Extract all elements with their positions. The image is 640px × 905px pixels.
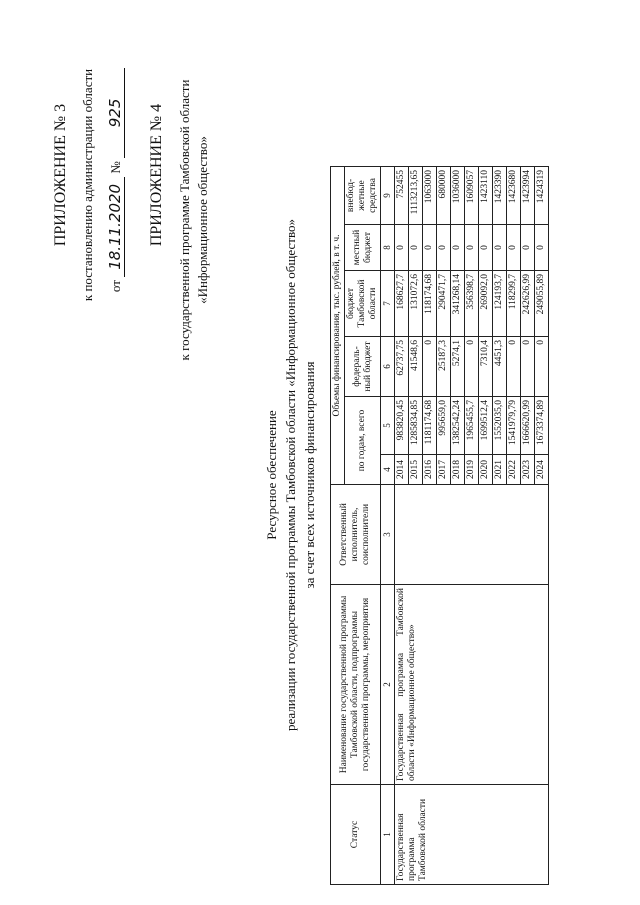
federal-cell: 0 [535, 337, 549, 397]
header-status: Статус [331, 785, 381, 885]
year-cell: 2020 [479, 455, 493, 485]
col-number: 2 [381, 585, 395, 785]
federal-cell: 0 [465, 337, 479, 397]
federal-cell: 4451,3 [493, 337, 507, 397]
total-cell: 1552035,0 [493, 397, 507, 455]
column-number-row [381, 167, 395, 885]
program-reference [176, 5, 212, 435]
year-cell: 2016 [423, 455, 437, 485]
col-number: 8 [381, 225, 395, 271]
federal-cell: 0 [507, 337, 521, 397]
program-reference-line1: к государственной программе Тамбовской области [177, 79, 192, 361]
extra-cell: 1423110 [479, 167, 493, 225]
local-cell: 0 [451, 225, 465, 271]
header-name: Наименование государственной программы Тамбовской области, подпрограммы государственной программы, мероприятия [331, 585, 381, 785]
extra-cell: 1424319 [535, 167, 549, 225]
regional-cell: 131072,6 [409, 271, 423, 337]
regional-cell: 118174,68 [423, 271, 437, 337]
header-responsible: Ответственный исполнитель, соисполнители [331, 485, 381, 585]
number-prefix: № [108, 161, 123, 174]
local-cell: 0 [465, 225, 479, 271]
local-cell: 0 [409, 225, 423, 271]
year-cell: 2019 [465, 455, 479, 485]
total-cell: 1699512,4 [479, 397, 493, 455]
extra-cell: 1423390 [493, 167, 507, 225]
title-line2: реализации государственной программы Тамбовской области «Информационное общество» [283, 219, 298, 732]
federal-cell: 7310,4 [479, 337, 493, 397]
program-name-cell: Государственная программа Тамбовской области «Информационное общество» [395, 585, 549, 785]
decree-reference: к постановлению администрации области [80, 68, 95, 302]
year-cell: 2022 [507, 455, 521, 485]
col-number: 7 [381, 271, 395, 337]
local-cell: 0 [521, 225, 535, 271]
status-cell: Государственная программа Тамбовской области [395, 785, 549, 885]
local-cell: 0 [437, 225, 451, 271]
total-cell: 1965455,7 [465, 397, 479, 455]
federal-cell: 25187,3 [437, 337, 451, 397]
total-cell: 1666620,99 [521, 397, 535, 455]
responsible-cell [395, 485, 549, 585]
year-cell: 2018 [451, 455, 465, 485]
appendix-4-heading: ПРИЛОЖЕНИЕ № 4 [148, 103, 165, 247]
appendix-3-heading: ПРИЛОЖЕНИЕ № 3 [52, 103, 69, 247]
header-regional: бюджет Тамбовской области [345, 271, 381, 337]
header-federal: федераль-ный бюджет [345, 337, 381, 397]
local-cell: 0 [507, 225, 521, 271]
regional-cell: 356398,7 [465, 271, 479, 337]
header-volumes: Объемы финансирования, тыс. рублей, в т. ч. [331, 167, 345, 485]
col-number: 5 [381, 397, 395, 455]
year-cell: 2023 [521, 455, 535, 485]
regional-cell: 269092,0 [479, 271, 493, 337]
regional-cell: 341268,14 [451, 271, 465, 337]
decree-date-handwritten: 18.11.2020 [106, 177, 125, 277]
local-cell: 0 [423, 225, 437, 271]
total-cell: 1181174,68 [423, 397, 437, 455]
total-cell: 1285834,85 [409, 397, 423, 455]
decree-number-handwritten: 925 [106, 68, 125, 158]
col-number: 1 [381, 785, 395, 885]
extra-cell: 1423680 [507, 167, 521, 225]
title-line1: Ресурсное обеспечение [264, 410, 279, 540]
local-cell: 0 [493, 225, 507, 271]
year-cell: 2021 [493, 455, 507, 485]
header-local: местный бюджет [345, 225, 381, 271]
regional-cell: 168627,7 [395, 271, 409, 337]
extra-cell: 1113213,65 [409, 167, 423, 225]
extra-cell: 1063000 [423, 167, 437, 225]
total-cell: 983820,45 [395, 397, 409, 455]
financing-table [330, 166, 549, 885]
total-cell: 1673374,89 [535, 397, 549, 455]
program-reference-line2: «Информационное общество» [195, 136, 210, 304]
total-cell: 1382542,24 [451, 397, 465, 455]
extra-cell: 680000 [437, 167, 451, 225]
total-cell: 995659,0 [437, 397, 451, 455]
regional-cell: 249055,89 [535, 271, 549, 337]
federal-cell: 0 [521, 337, 535, 397]
extra-cell: 1609057 [465, 167, 479, 225]
col-number: 4 [381, 455, 395, 485]
regional-cell: 124193,7 [493, 271, 507, 337]
total-cell: 1541979,79 [507, 397, 521, 455]
table-row [395, 167, 409, 885]
financing-table-body [395, 167, 549, 885]
year-cell: 2024 [535, 455, 549, 485]
col-number: 6 [381, 337, 395, 397]
local-cell: 0 [535, 225, 549, 271]
federal-cell: 5274,1 [451, 337, 465, 397]
date-prefix: от [108, 280, 123, 293]
title-line3: за счет всех источников финансирования [302, 361, 317, 589]
regional-cell: 242626,99 [521, 271, 535, 337]
extra-cell: 1423994 [521, 167, 535, 225]
federal-cell: 0 [423, 337, 437, 397]
extra-cell: 752455 [395, 167, 409, 225]
header-by-year: по годам, всего [345, 397, 381, 485]
year-cell: 2017 [437, 455, 451, 485]
financing-table-wrap [330, 166, 549, 885]
col-number: 3 [381, 485, 395, 585]
local-cell: 0 [479, 225, 493, 271]
local-cell: 0 [395, 225, 409, 271]
federal-cell: 62737,75 [395, 337, 409, 397]
regional-cell: 118299,7 [507, 271, 521, 337]
extra-cell: 1036000 [451, 167, 465, 225]
header-extra: внебюд-жетные средства [345, 167, 381, 225]
decree-date-line [106, 15, 125, 345]
col-number: 9 [381, 167, 395, 225]
year-cell: 2014 [395, 455, 409, 485]
document-title [262, 155, 319, 795]
year-cell: 2015 [409, 455, 423, 485]
regional-cell: 290471,7 [437, 271, 451, 337]
federal-cell: 41548,6 [409, 337, 423, 397]
